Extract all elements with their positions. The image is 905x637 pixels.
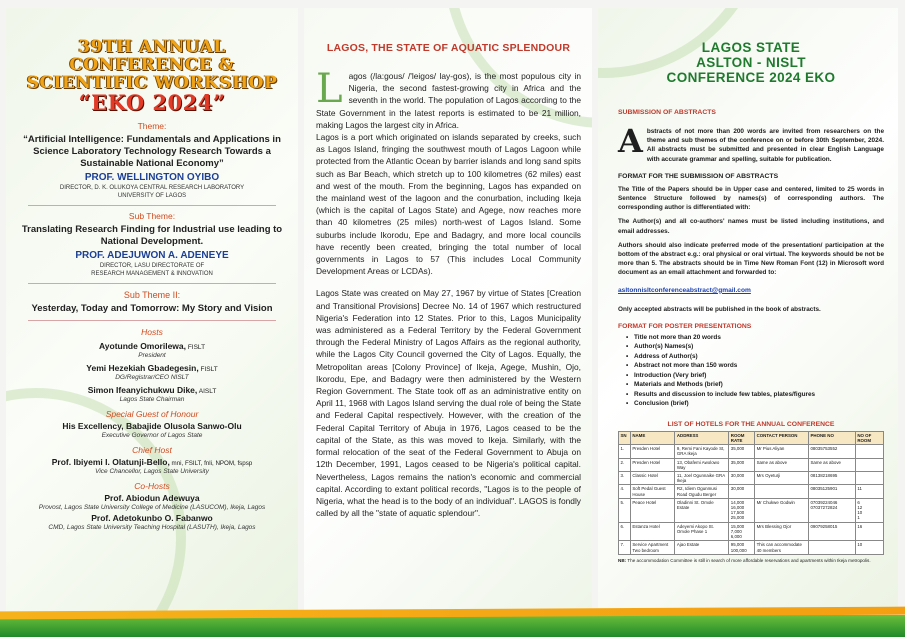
list-item: • Introduction (Very brief) bbox=[626, 371, 884, 381]
theme-text: “Artificial Intelligence: Fundamentals and Applications in Science Laboratory Technology Research Towards a Sustainable National Economy” bbox=[23, 134, 281, 169]
accepted-note: Only accepted abstracts will be published in the book of abstracts. bbox=[618, 305, 821, 313]
table-cell: 3. bbox=[619, 472, 631, 485]
table-cell: Adeyemi Akopo St. Omole Phase 1 bbox=[675, 522, 729, 541]
table-cell: 4. bbox=[619, 485, 631, 498]
table-cell: 9, Remi Fani Kayode St, GRA Ikeja bbox=[675, 445, 729, 458]
format-heading: FORMAT FOR THE SUBMISSION OF ABSTRACTS bbox=[618, 172, 779, 180]
conference-title-eko: “EKO 2024” bbox=[78, 90, 226, 115]
divider bbox=[28, 320, 276, 321]
table-cell bbox=[755, 485, 809, 498]
submission-heading: SUBMISSION OF ABSTRACTS bbox=[618, 109, 716, 116]
host-role: Lagos State Chairman bbox=[119, 396, 185, 403]
conference-title-line2: CONFERENCE & bbox=[69, 55, 235, 75]
table-cell: 2. bbox=[619, 458, 631, 471]
table-cell: Mr Pius Aliyan bbox=[755, 445, 809, 458]
subtheme-text: Translating Research Finding for Industrial use leading to National Development. bbox=[21, 224, 283, 247]
format-text: The Author(s) and all co-authors' names must be listed including institutions, and email addresses. bbox=[618, 218, 884, 235]
nb-note bbox=[618, 558, 884, 563]
nb-label: NB: bbox=[618, 557, 627, 563]
format-text: Authors should also indicate preferred mode of the presentation/ participation at the bottom of the abstract e.g.: oral physical or oral virtual. The keywords should be not be more than 5. The abstracts should be in Time New Roman Font (12) in Microsoft word document as an email attachment and forwarded to: bbox=[618, 241, 884, 277]
table-cell: 11, Joel Ogunnaike GRA Ikeja bbox=[675, 472, 729, 485]
table-cell: Estanza Hotel bbox=[630, 522, 675, 541]
host-role: President bbox=[138, 352, 166, 359]
subtheme-speaker: PROF. ADEJUWON A. ADENEYE bbox=[75, 250, 229, 261]
cohost-role: CMD, Lagos State University Teaching Hospital (LASUTH), Ikeja, Lagos bbox=[48, 524, 256, 531]
table-cell bbox=[855, 458, 883, 471]
table-cell: Mr Chukwe Godwin bbox=[755, 498, 809, 522]
column-header: NO OF ROOM bbox=[855, 431, 883, 444]
poster-list bbox=[626, 333, 884, 409]
theme-speaker: PROF. WELLINGTON OYIBO bbox=[84, 172, 220, 183]
cohosts-label: Co-Hosts bbox=[134, 481, 170, 491]
list-item: • Results and discussion to include few tables, plates/figures bbox=[626, 390, 884, 400]
paragraph-text: agos (/la:gous/ /'leigos/ lay-gos), is the most populous city in Nigeria, the second fastest-growing city in Africa and the seventh in the world. The population of Lagos according to the State Government in the latest reports is estimated to be 21 million, making Lagos the largest city in Africa. bbox=[316, 71, 581, 130]
divider bbox=[28, 283, 276, 284]
conference-title-line3: CONFERENCE 2024 EKO bbox=[666, 70, 836, 85]
nb-text: The accommodation Committee is still in search of more affordable reservations and apartments within Ikeja metropolis. bbox=[626, 557, 871, 563]
table-cell: 09079258015 bbox=[808, 522, 855, 541]
conference-title-line1 bbox=[14, 38, 290, 56]
table-cell: 13, Obafemi Awolowo Way bbox=[675, 458, 729, 471]
chief-host-role: Vice Chancellor, Lagos State University bbox=[95, 468, 209, 475]
poster-heading: FORMAT FOR POSTER PRESENTATIONS bbox=[618, 322, 752, 330]
table-cell: Mrs Oyeturji bbox=[755, 472, 809, 485]
article-body bbox=[316, 66, 581, 519]
table-cell bbox=[855, 445, 883, 458]
column-header: CONTACT PERSON bbox=[755, 431, 809, 444]
host-name bbox=[14, 385, 290, 395]
host-name bbox=[14, 341, 290, 351]
conference-title-line3: SCIENTIFIC WORKSHOP bbox=[26, 73, 278, 93]
table-cell: Same as above bbox=[755, 458, 809, 471]
table-cell: Mrs Blessing Ojor bbox=[755, 522, 809, 541]
conference-title bbox=[618, 40, 884, 85]
chief-host-name-text: Prof. Ibiyemi I. Olatunji-Bello, bbox=[51, 457, 170, 467]
table-cell: Presden Hotel bbox=[630, 458, 675, 471]
abstract-email-link[interactable]: asltonnisltconferenceabstract@gmail.com bbox=[618, 286, 751, 294]
table-cell: Peace Hotel bbox=[630, 498, 675, 522]
theme-label: Theme: bbox=[137, 121, 167, 131]
column-header: PHONE NO bbox=[808, 431, 855, 444]
table-row bbox=[619, 485, 884, 498]
table-cell: 07039224046 07037272824 bbox=[808, 498, 855, 522]
table-header-row bbox=[619, 431, 884, 444]
table-cell: 10 bbox=[855, 541, 883, 554]
list-item: • Abstract not more than 150 words bbox=[626, 361, 884, 371]
right-panel bbox=[598, 8, 898, 615]
column-header: SN bbox=[619, 431, 631, 444]
subtheme2-text: Yesterday, Today and Tomorrow: My Story and Vision bbox=[31, 303, 273, 314]
chief-host-title-suffix: mni, FSILT, fnli, NPOM, fspsp bbox=[169, 460, 253, 467]
middle-panel bbox=[304, 8, 592, 615]
list-item: • Materials and Methods (brief) bbox=[626, 380, 884, 390]
table-cell: 14,000 16,000 17,500 25,000 bbox=[729, 498, 755, 522]
host-name-text: Yemi Hezekiah Gbadegesin, bbox=[86, 363, 199, 373]
table-cell: 15,000 7,000 6,000 bbox=[729, 522, 755, 541]
table-cell: 08035125901 bbox=[808, 485, 855, 498]
email-row bbox=[618, 279, 884, 297]
chief-host-name bbox=[14, 457, 290, 467]
hotels-table bbox=[618, 431, 884, 555]
subtheme-speaker-affiliation: DIRECTOR, LASU DIRECTORATE OF RESEARCH MANAGEMENT & INNOVATION bbox=[91, 263, 213, 277]
chief-host-label: Chief Host bbox=[132, 445, 172, 455]
table-cell: Service Apartment Two bedroom bbox=[630, 541, 675, 554]
hosts-label: Hosts bbox=[141, 327, 163, 337]
guest-name: His Excellency, Babajide Olusola Sanwo-Olu bbox=[62, 421, 242, 431]
table-cell: 08138218695 bbox=[808, 472, 855, 485]
table-cell: Classic Hotel bbox=[630, 472, 675, 485]
table-cell: Oladinni St. Omole Estate bbox=[675, 498, 729, 522]
dropcap-letter: A bbox=[618, 122, 643, 160]
theme-speaker-affiliation: DIRECTOR, D. K. OLUKOYA CENTRAL RESEARCH LABORATORY UNIVERSITY OF LAGOS bbox=[59, 185, 245, 199]
list-item: • Title not more than 20 words bbox=[626, 333, 884, 343]
list-item: • Conclusion (brief) bbox=[626, 399, 884, 409]
table-cell: 35,000 bbox=[729, 458, 755, 471]
bottom-band bbox=[0, 615, 905, 637]
abstract-paragraph bbox=[618, 122, 884, 164]
table-cell: 95,000 100,000 bbox=[729, 541, 755, 554]
left-panel bbox=[6, 8, 298, 615]
table-row bbox=[619, 472, 884, 485]
guest-role: Executive Governor of Lagos State bbox=[101, 432, 203, 439]
article-heading: LAGOS, THE STATE OF AQUATIC SPLENDOUR bbox=[326, 42, 571, 54]
table-row bbox=[619, 522, 884, 541]
table-row bbox=[619, 445, 884, 458]
article-paragraph: Lagos is a port which originated on islands separated by creeks, such as Lagos Island, fringing the southwest mouth of Lagos Lagoon while protected from the Atlantic Ocean by barrier islands and long sand spits such as Bar Beach, which stretch up to 100 kilometres (62 miles) east and west of the mouth. From the beginning, Lagos has expanded on the mainland west of the lagoon and the conurbation, including Ikeja (which is the capital of Lagos State) and Agege, now reaches more than 40 kilometres (25 miles) north-west of Lagos Island. Some suburbs include Ikorodu, Epe and Badagry, and more local councils have recently been created, bringing the total number of local governments in Lagos to 57 (This includes Local Community Development Areas or LCDAs). bbox=[316, 132, 581, 277]
column-header: ADDRESS bbox=[675, 431, 729, 444]
column-header: NAME bbox=[630, 431, 675, 444]
host-name bbox=[14, 363, 290, 373]
table-cell: Soft Pedal Guest House bbox=[630, 485, 675, 498]
table-cell: Ajao Estate bbox=[675, 541, 729, 554]
host-title-suffix: FISLT bbox=[198, 366, 218, 373]
conference-number: 39TH bbox=[78, 37, 133, 57]
table-cell: 35,000 bbox=[729, 445, 755, 458]
table-row bbox=[619, 458, 884, 471]
list-item: • Author(s) Names(s) bbox=[626, 342, 884, 352]
cohost-role: Provost, Lagos State University College of Medicine (LASUCOM), Ikeja, Lagos bbox=[38, 504, 266, 511]
article-paragraph: Lagos State was created on May 27, 1967 by virtue of States [Creation and Transitional Provisions] Decree No. 14 of 1967 which restructured Nigeria's Federation into 12 States. Prior to this, Lagos Municipality was administered as a Federal Territory by the Federal Government through the Federal Ministry of Lagos Affairs as the regional authority, while the Lagos City Council governed the City of Lagos. Equally, the Metropolitan areas [Colony Province] of Ikeja, Agege, Mushin, Ojo, Ikorodu, Epe, and Badagry were then administered by the Western Region Government. The State took off as an administrative entity on April 11, 1968 with Lagos Island serving the dual role of being the State and Federal Capital respectively. However, with the creation of the Federal Capital Territory of Abuja in 1976, Lagos ceased to be the capital of the State, as this was moved to Ikeja. Similarly, with the formal relocation of the seat of the Federal Government to Abuja on 12th December, 1991, Lagos ceased to be Nigeria's political capital. Nevertheless, Lagos remains the nation's economic and commercial capital. According to extant political records, "Lagos is to the people of Nigeria, what the head is to the body of an individual". LAGOS is fondly called by all the "state of aquatic splendour". bbox=[316, 288, 581, 519]
conference-annual: ANNUAL bbox=[132, 37, 226, 57]
table-cell bbox=[855, 472, 883, 485]
subtheme-label: Sub Theme: bbox=[128, 211, 176, 221]
table-cell: 08035753552 bbox=[808, 445, 855, 458]
table-cell: 1. bbox=[619, 445, 631, 458]
table-row bbox=[619, 541, 884, 554]
table-cell: Same as above bbox=[808, 458, 855, 471]
host-title-suffix: FISLT bbox=[186, 344, 206, 351]
abstract-text: bstracts of not more than 200 words are invited from researchers on the theme and sub themes of the conference on or before 30th September, 2024. All abstracts must be submitted and presented in clear English Language with accurate grammar and spelling, suitable for publication. bbox=[646, 128, 884, 163]
table-cell: 30,000 bbox=[729, 472, 755, 485]
host-name-text: Simon Ifeanyichukwu Dike, bbox=[87, 385, 198, 395]
host-name-text: Ayotunde Omorilewa, bbox=[98, 341, 187, 351]
table-cell: 6. bbox=[619, 522, 631, 541]
table-row bbox=[619, 498, 884, 522]
guest-label: Special Guest of Honour bbox=[105, 409, 199, 419]
host-title-suffix: AISLT bbox=[197, 388, 217, 395]
subtheme2-label: Sub Theme II: bbox=[123, 290, 181, 300]
host-role: DG/Registrar/CEO NISLT bbox=[115, 374, 189, 381]
table-cell: This can accommodate 40 members bbox=[755, 541, 809, 554]
table-cell: 5. bbox=[619, 498, 631, 522]
table-cell: 30,000 bbox=[729, 485, 755, 498]
table-cell bbox=[808, 541, 855, 554]
article-paragraph bbox=[316, 66, 581, 131]
list-item: • Address of Author(s) bbox=[626, 352, 884, 362]
conference-title-line2: ASLTON - NISLT bbox=[696, 55, 806, 70]
table-cell: 11 bbox=[855, 485, 883, 498]
hosts-list bbox=[14, 341, 290, 403]
conference-title-line1: LAGOS STATE bbox=[701, 40, 801, 55]
hotels-body bbox=[619, 445, 884, 554]
dropcap-letter: L bbox=[316, 66, 343, 112]
column-header: ROOM RATE bbox=[729, 431, 755, 444]
divider bbox=[28, 205, 276, 206]
cohost-name: Prof. Abiodun Adewuya bbox=[104, 493, 200, 503]
table-cell: 6 12 10 1 bbox=[855, 498, 883, 522]
table-cell: R2, Idiem Ogunmusi Road Ogudu Berger bbox=[675, 485, 729, 498]
table-cell: 16 bbox=[855, 522, 883, 541]
table-cell: Presden Hotel bbox=[630, 445, 675, 458]
hotels-heading: LIST OF HOTELS FOR THE ANNUAL CONFERENCE bbox=[667, 420, 835, 428]
format-text: The Title of the Papers should be in Upper case and centered, limited to 25 words in Sentence Structure followed by names(s) of corresponding authors. The corresponding author is differentiated with: bbox=[618, 185, 884, 212]
table-cell: 7. bbox=[619, 541, 631, 554]
cohost-name: Prof. Adetokunbo O. Fabanwo bbox=[91, 513, 213, 523]
